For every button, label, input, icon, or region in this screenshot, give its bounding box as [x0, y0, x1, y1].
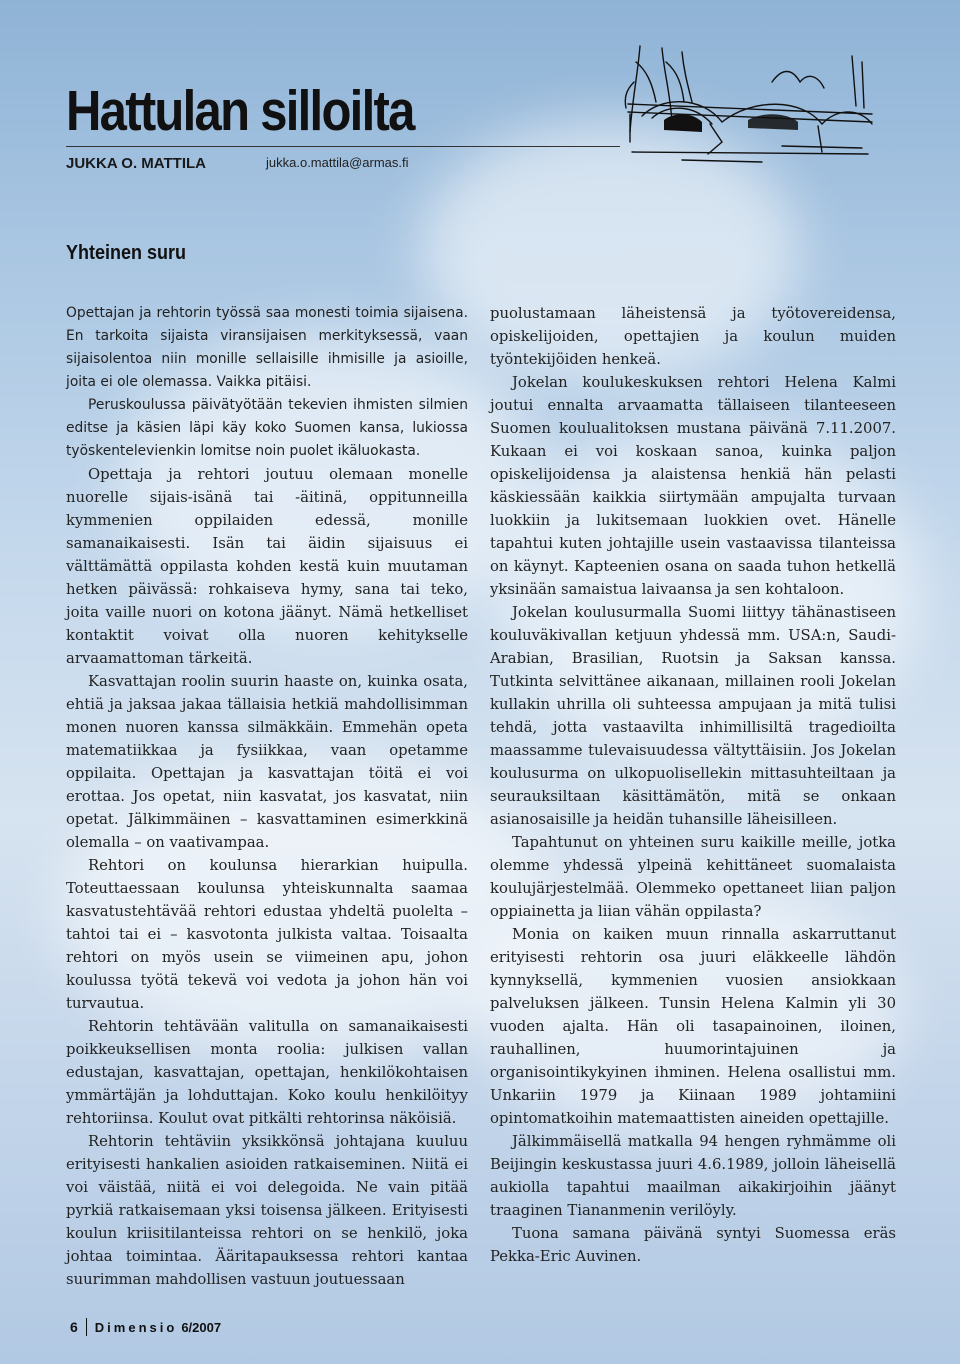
magazine-name: Dimensio — [94, 1319, 178, 1335]
issue-number: 6/2007 — [181, 1319, 222, 1335]
paragraph: Opettaja ja rehtori joutuu olemaan monelle nuorelle sijais-isänä tai -äitinä, oppitunneilla kymmenien oppilaiden edessä, monille samanaikaisesti. Isän tai äidin sijaisuus ei välttämättä oppilasta kohden kestä kuin muutaman hetken päivässä: rohkaiseva hymy, sana tai teko, joita vaille nuori on kotona jäänyt. Nämä hetkelliset kontaktit voivat olla nuoren kehitykselle arvaamattoman tärkeitä. — [66, 466, 468, 667]
paragraph: Opettajan ja rehtorin työssä saa monesti toimia sijaisena. En tarkoita sijaista viransijaisen merkityksessä, vaan sijaisolentoa niin monille sellaisille ihmisille ja asioille, joita ei ole olemassa. Vaikka pitäisi. — [66, 305, 468, 390]
paragraph: Rehtorin tehtäviin yksikkönsä johtajana kuuluu erityisesti hankalien asioiden ratkaiseminen. Niitä ei voi väistää, niitä ei voi delegoida. Ne vain pitää pyrkiä ratkaisemaan yksi toisensa jälkeen. Erityisesti koulun kriisitilanteissa rehtori on se henkilö, joka johtaa toimintaa. Ääritapauksessa rehtori kantaa suurimman mahdollisen vastuun joutuessaan — [66, 1133, 468, 1288]
paragraph: Kasvattajan roolin suurin haaste on, kuinka osata, ehtiä ja jaksaa jakaa tällaisia hetkiä mahdollisimman monen nuoren kanssa silmäkkäin. Emmehän opeta matematiikkaa ja fysiikkaa, vaan opetamme oppilaita. Opettajan ja kasvattajan töitä ei voi erottaa. Jos opetat, niin kasvatat, jos kasvatat, niin opetat. Jälkimmäinen – kasvattaminen esimerkkinä olemalla – on vaativampaa. — [66, 673, 468, 851]
paragraph: Peruskoulussa päivätyötään tekevien ihmisten silmien editse ja käsien läpi käy koko Suomen kansa, lukiossa työskentelevienkin lomitse noin puolet ikäluokasta. — [66, 397, 468, 459]
article-column-right — [490, 302, 896, 1268]
paragraph: Jokelan koulukeskuksen rehtori Helena Kalmi joutui ennalta arvaamatta tällaiseen tilanteeseen Suomen koulualitoksen mustana päivänä 7.11.2007. Kukaan ei voi koskaan sanoa, kuinka paljon opiskelijoidensa ja alaistensa henkiä hän pelasti käskiessään kaikkia siirtymään ampujalta turvaan luokkiin ja lukitsemaan luokkien ovet. Hänelle tapahtui kuten johtajille usein vastaavissa tilanteissa on käynyt. Kapteenien osana on saada tuhon hetkellä yksinään samaistua laivaansa ja sen kohtaloon. — [490, 374, 896, 598]
bridge-sketch-illustration — [622, 42, 878, 172]
article-column-left — [66, 302, 468, 1291]
article-title: Hattulan silloilta — [66, 79, 414, 143]
paragraph: Tuona samana päivänä syntyi Suomessa eräs Pekka-Eric Auvinen. — [490, 1225, 896, 1265]
paragraph: puolustamaan läheistensä ja työtovereidensa, opiskelijoiden, opettajien ja koulun muiden työntekijöiden henkeä. — [490, 305, 896, 368]
paragraph: Jälkimmäisellä matkalla 94 hengen ryhmämme oli Beijingin keskustassa juuri 4.6.1989, jolloin läheisellä aukiolla tapahtui maailman aikakirjoihin jäänyt traaginen Tiananmenin verilöyly. — [490, 1133, 896, 1219]
author-name: JUKKA O. MATTILA — [66, 155, 206, 172]
section-title: Yhteinen suru — [66, 242, 187, 264]
paragraph: Monia on kaiken muun rinnalla askarruttanut erityisesti rehtorin osa juuri eläkkeelle lähdön kynnyksellä, kymmenien vuosien ansiokkaan palveluksen jälkeen. Tunsin Helena Kalmin yli 30 vuoden ajalta. Hän oli tasapainoinen, iloinen, rauhallinen, huumorintajuinen ja organisointikykyinen ihminen. Helena osallistui mm. Unkariin 1979 ja Kiinaan 1989 johtamiini opintomatkoihin matemaattisten aineiden opettajille. — [490, 926, 896, 1127]
paragraph: Jokelan koulusurmalla Suomi liittyy tähänastiseen kouluväkivallan ketjuun yhdessä mm. USA:n, Saudi-Arabian, Brasilian, Ruotsin ja Saksan kanssa. Tutkinta selvittänee aikanaan, millainen rooli Jokelan kullakin uhrilla oli suhteessa ampujaan ja mitä tulisi tehdä, jotta vastaavilta inhimillisiltä tragedioilta maassamme tulevaisuudessa vältyttäisiin. Jos Jokelan koulusurma on ulkopuolisellekin mittasuhteiltaan ja seurauksiltaan käsittämätön, mitä se onkaan asianosaisille ja heidän tuhansille läheisilleen. — [490, 604, 896, 828]
paragraph: Tapahtunut on yhteinen suru kaikille meille, jotka olemme yhdessä ylpeinä kehittäneet suomalaista koulujärjestelmää. Olemmeko opettaneet liian paljon oppiainetta ja liian vähän oppilasta? — [490, 834, 896, 920]
footer-divider — [86, 1318, 87, 1336]
page-footer — [70, 1318, 221, 1336]
author-email[interactable]: jukka.o.mattila@armas.fi — [266, 155, 409, 170]
paragraph: Rehtori on koulunsa hierarkian huipulla. Toteuttaessaan koulunsa yhteiskunnalta saamaa kasvatustehtävää rehtori edustaa yhdeltä puolelta – tahtoi tai ei – kasvotonta julkista valtaa. Toisaalta rehtori on myös usein se viimeinen apu, johon koulussa työtä tekevä voi vedota ja johon hän voi turvautua. — [66, 857, 468, 1012]
page-number: 6 — [70, 1319, 78, 1335]
title-rule — [66, 146, 620, 147]
paragraph: Rehtorin tehtävään valitulla on samanaikaisesti poikkeuksellisen monta roolia: julkisen vallan edustajan, kasvattajan, opettajan, henkilökohtaisen ymmärtäjän ja lohduttajan. Koko koulu henkilöityy rehtoriinsa. Koulut ovat pitkälti rehtorinsa näköisiä. — [66, 1018, 468, 1127]
